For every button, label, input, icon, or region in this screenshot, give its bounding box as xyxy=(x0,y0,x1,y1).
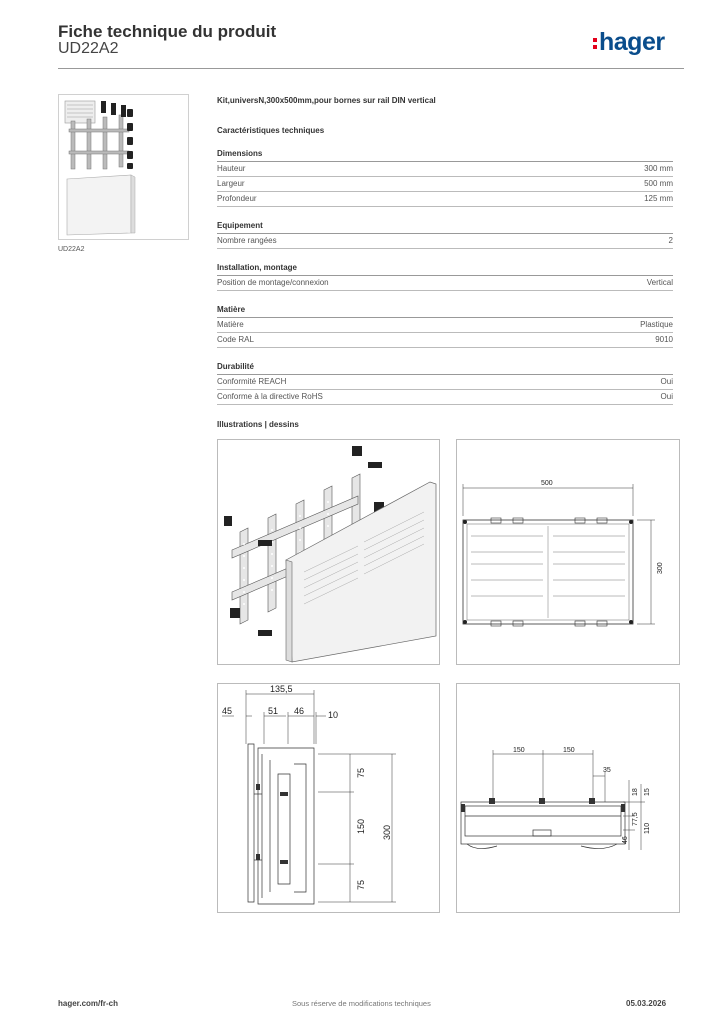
footer-disclaimer: Sous réserve de modifications techniques xyxy=(292,999,431,1008)
thumbnail-caption: UD22A2 xyxy=(58,246,85,253)
spec-section-title: Caractéristiques techniques xyxy=(217,126,325,135)
spec-label: Matière xyxy=(217,320,244,329)
spec-content xyxy=(217,96,673,419)
spec-label: Largeur xyxy=(217,179,245,188)
spec-row xyxy=(217,276,673,291)
group-matiere xyxy=(217,305,673,348)
illustration-exploded-view xyxy=(217,439,440,665)
spec-value: 125 mm xyxy=(644,194,673,203)
spec-value: 300 mm xyxy=(644,164,673,173)
side-dim-150: 150 xyxy=(356,818,366,834)
spec-value: 500 mm xyxy=(644,179,673,188)
product-thumbnail xyxy=(58,94,189,240)
top-dim-15: 15 xyxy=(644,788,651,796)
spec-value: Vertical xyxy=(646,278,673,287)
product-code: UD22A2 xyxy=(58,40,119,57)
side-dim-75-top: 75 xyxy=(356,767,366,778)
spec-value: 2 xyxy=(668,236,673,245)
group-title: Installation, montage xyxy=(217,263,673,276)
spec-label: Hauteur xyxy=(217,164,246,173)
side-dim-135: 135,5 xyxy=(270,684,293,694)
group-durabilite xyxy=(217,362,673,405)
spec-row xyxy=(217,162,673,177)
group-equipement xyxy=(217,221,673,249)
spec-row xyxy=(217,234,673,249)
spec-label: Conformité REACH xyxy=(217,377,287,386)
side-dim-45: 45 xyxy=(222,706,233,716)
side-dim-75-bottom: 75 xyxy=(356,879,366,890)
group-title: Equipement xyxy=(217,221,673,234)
group-title: Dimensions xyxy=(217,149,673,162)
logo-text: hager xyxy=(599,28,665,56)
spec-value: 9010 xyxy=(655,335,673,344)
top-dim-46: 46 xyxy=(622,836,629,844)
page-title: Fiche technique du produit xyxy=(58,22,277,41)
front-width-label: 500 xyxy=(541,480,553,487)
illustration-front-view xyxy=(456,439,680,665)
top-dim-18: 18 xyxy=(632,788,639,796)
spec-row xyxy=(217,375,673,390)
header-divider xyxy=(58,68,684,69)
side-dim-51: 51 xyxy=(268,706,279,716)
spec-value: Oui xyxy=(660,392,673,401)
side-dim-10: 10 xyxy=(328,710,339,720)
group-dimensions xyxy=(217,149,673,207)
spec-value: Oui xyxy=(660,377,673,386)
spec-row xyxy=(217,192,673,207)
illustration-side-view xyxy=(217,683,440,913)
side-dim-300: 300 xyxy=(382,824,392,840)
group-installation xyxy=(217,263,673,291)
top-dim-110: 110 xyxy=(644,822,651,834)
illustrations-title: Illustrations | dessins xyxy=(217,420,299,429)
spec-row xyxy=(217,390,673,405)
spec-value: Plastique xyxy=(640,320,673,329)
top-dim-77: 77,5 xyxy=(632,812,639,826)
footer-date: 05.03.2026 xyxy=(626,999,667,1008)
spec-label: Position de montage/connexion xyxy=(217,278,329,287)
spec-label: Code RAL xyxy=(217,335,254,344)
product-description: Kit,universN,300x500mm,pour bornes sur rail DIN vertical xyxy=(217,96,436,105)
group-title: Matière xyxy=(217,305,673,318)
footer-website: hager.com/fr-ch xyxy=(58,999,119,1008)
illustration-top-view xyxy=(456,683,680,913)
hager-logo xyxy=(593,28,665,57)
side-dim-46: 46 xyxy=(294,706,305,716)
spec-row xyxy=(217,333,673,348)
spec-label: Conforme à la directive RoHS xyxy=(217,392,323,401)
group-title: Durabilité xyxy=(217,362,673,375)
spec-label: Nombre rangées xyxy=(217,236,277,245)
spec-row xyxy=(217,318,673,333)
top-dim-150a: 150 xyxy=(513,747,525,754)
spec-label: Profondeur xyxy=(217,194,257,203)
spec-row xyxy=(217,177,673,192)
top-dim-35: 35 xyxy=(603,767,611,774)
front-height-label: 300 xyxy=(657,562,664,574)
top-dim-150b: 150 xyxy=(563,747,575,754)
